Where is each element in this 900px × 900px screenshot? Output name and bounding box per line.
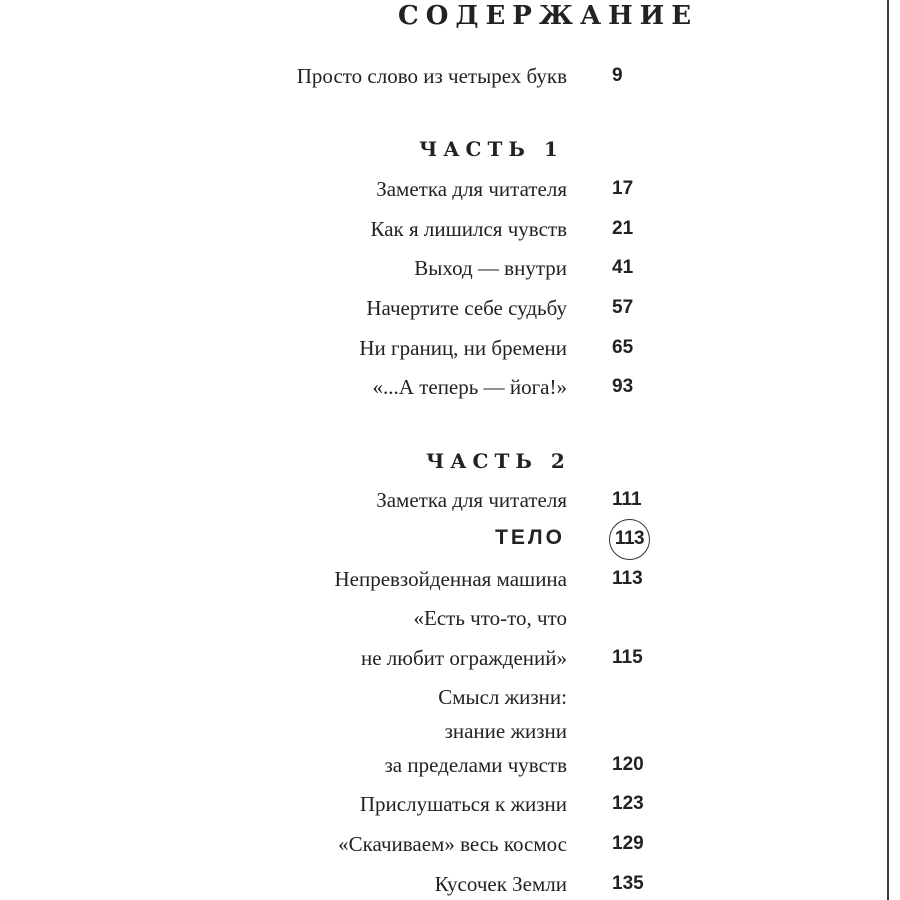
toc-entry-title: Как я лишился чувств — [370, 217, 567, 241]
toc-entry-title: Ни границ, ни бремени — [359, 336, 567, 360]
toc-entry-page: 115 — [612, 647, 643, 668]
toc-entry-title: «...А теперь — йога!» — [372, 375, 567, 399]
toc-entry-page: 57 — [612, 297, 634, 318]
toc-entry-title: Заметка для читателя — [376, 488, 567, 512]
part-2-heading: ЧАСТЬ 2 — [426, 449, 571, 473]
toc-entry-page: 93 — [612, 376, 634, 397]
toc-entry-title-line: за пределами чувств — [384, 753, 567, 777]
toc-entry-title: Выход — внутри — [414, 256, 567, 280]
toc-entry-title: «Скачиваем» весь космос — [338, 832, 567, 856]
toc-entry-page-intro: 9 — [612, 65, 623, 86]
toc-entry-page: 123 — [612, 793, 644, 814]
page-edge-divider — [887, 0, 889, 900]
toc-entry-page: 17 — [612, 178, 634, 199]
toc-entry-title-line: «Есть что-то, что — [413, 606, 567, 630]
toc-entry-title: Непревзойденная машина — [334, 567, 567, 591]
toc-entry-page: 129 — [612, 833, 644, 854]
toc-entry-page: 41 — [612, 257, 634, 278]
toc-entry-title-line: Смысл жизни: — [438, 685, 567, 709]
circled-page-number: 113 — [609, 519, 650, 560]
toc-entry-title: Кусочек Земли — [434, 872, 567, 896]
toc-entry-page: 120 — [612, 754, 644, 775]
toc-section-heading: ТЕЛО — [495, 526, 565, 549]
toc-entry-title-line: знание жизни — [444, 719, 567, 743]
page-title: СОДЕРЖАНИЕ — [398, 1, 699, 31]
toc-entry-page: 111 — [612, 489, 642, 510]
toc-entry-title: Прислушаться к жизни — [359, 792, 567, 816]
toc-entry-title: Начертите себе судьбу — [366, 296, 567, 320]
toc-entry-page: 65 — [612, 337, 634, 358]
toc-entry-page: 135 — [612, 873, 644, 894]
part-1-heading: ЧАСТЬ 1 — [419, 137, 564, 161]
toc-entry-title-intro: Просто слово из четырех букв — [296, 64, 567, 88]
toc-entry-title: Заметка для читателя — [376, 177, 567, 201]
toc-entry-page: 113 — [612, 568, 643, 589]
toc-entry-title-line: не любит ограждений» — [361, 646, 567, 670]
toc-entry-page: 21 — [612, 218, 634, 239]
